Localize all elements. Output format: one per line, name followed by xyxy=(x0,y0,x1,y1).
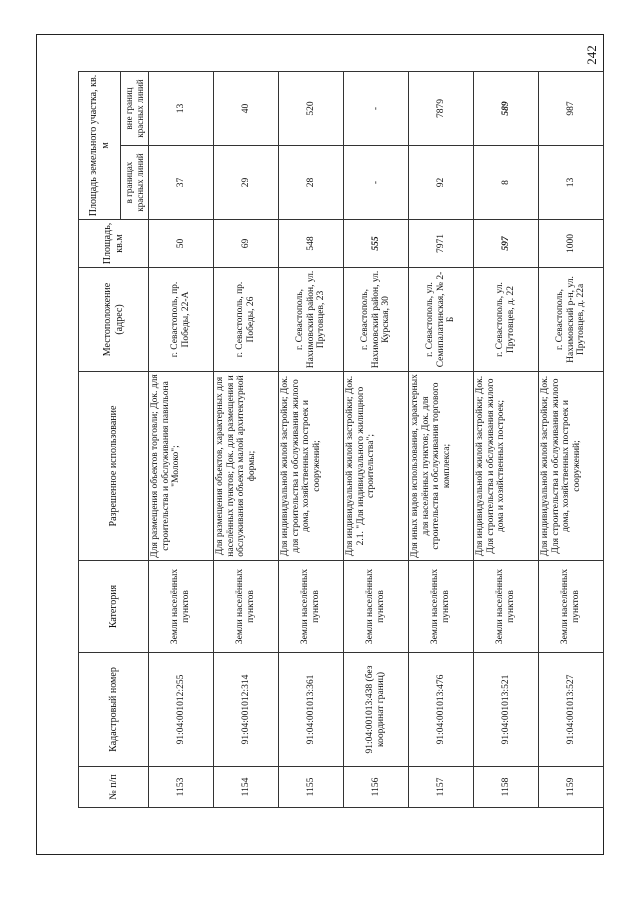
area-inside-red-lines: 8 xyxy=(474,146,539,220)
cadastral-number: 91:04:001013:361 xyxy=(279,653,344,767)
permitted-use: Для иных видов использования, характерных для населённых пунктов; Док. для строительства и обслуживания торгового комплекса; xyxy=(409,372,474,561)
cadastral-number: 91:04:001013:521 xyxy=(474,653,539,767)
header-cadastral: Кадастровый номер xyxy=(79,653,149,767)
header-usage: Разрешенное использование xyxy=(79,372,149,561)
area-outside-red-lines: 40 xyxy=(214,72,279,146)
header-inside-red-lines: в границах красных линий xyxy=(121,146,149,220)
cadastral-number: 91:04:001012:255 xyxy=(149,653,214,767)
permitted-use: Для размещения объектов, характерных для населённых пунктов; Док. для размещения и обслуживания объекта малой архитектурной формы; xyxy=(214,372,279,561)
header-outside-red-lines: вне границ красных линий xyxy=(121,72,149,146)
table-row xyxy=(539,72,604,808)
area-inside-red-lines: 92 xyxy=(409,146,474,220)
rotated-table-container xyxy=(78,72,604,808)
location-address: г. Севастополь, пр. Победы, 26 xyxy=(214,268,279,372)
header-category: Категория xyxy=(79,561,149,653)
category: Земли населённых пунктов xyxy=(539,561,604,653)
page-number: 242 xyxy=(584,45,599,65)
permitted-use: Для индивидуальной жилой застройки; Док. Для строительства и обслуживания жилого дома и хозяйственных построек; xyxy=(474,372,539,561)
cadastral-number: 91:04:001013:527 xyxy=(539,653,604,767)
area-outside-red-lines: - xyxy=(344,72,409,146)
permitted-use: Для индивидуальной жилой застройки; Док. 2.1. "Для индивидуального жилищного строительства"; xyxy=(344,372,409,561)
header-location: Местоположение (адрес) xyxy=(79,268,149,372)
area-inside-red-lines: 29 xyxy=(214,146,279,220)
row-num: 1154 xyxy=(214,767,279,808)
area: 7971 xyxy=(409,220,474,268)
table-row xyxy=(149,72,214,808)
area-outside-red-lines: 987 xyxy=(539,72,604,146)
row-num: 1157 xyxy=(409,767,474,808)
category: Земли населённых пунктов xyxy=(149,561,214,653)
category: Земли населённых пунктов xyxy=(279,561,344,653)
category: Земли населённых пунктов xyxy=(409,561,474,653)
location-address: г. Севастополь, Нахимовский район, ул. Курская, 30 xyxy=(344,268,409,372)
permitted-use: Для размещения объектов торговли; Док. для строительства и обслуживания павильона "Молоко"; xyxy=(149,372,214,561)
row-num: 1158 xyxy=(474,767,539,808)
row-num: 1159 xyxy=(539,767,604,808)
table-row xyxy=(409,72,474,808)
category: Земли населённых пунктов xyxy=(344,561,409,653)
permitted-use: Для индивидуальной жилой застройки; Док. Для строительства и обслуживания жилого дома, хозяйственных построек и сооружений; xyxy=(539,372,604,561)
table-row xyxy=(474,72,539,808)
category: Земли населённых пунктов xyxy=(214,561,279,653)
area-inside-red-lines: 28 xyxy=(279,146,344,220)
location-address: г. Севастополь, Нахимовский р-н, ул. Прутовцев, д. 22а xyxy=(539,268,604,372)
table-row xyxy=(344,72,409,808)
area-inside-red-lines: - xyxy=(344,146,409,220)
header-plot-area: Площадь земельного участка, кв. м xyxy=(79,72,121,220)
land-plots-table xyxy=(78,71,604,808)
area-outside-red-lines: 7879 xyxy=(409,72,474,146)
area: 50 xyxy=(149,220,214,268)
cadastral-number: 91:04:001012:314 xyxy=(214,653,279,767)
area: 555 xyxy=(344,220,409,268)
row-num: 1156 xyxy=(344,767,409,808)
category: Земли населённых пунктов xyxy=(474,561,539,653)
area: 69 xyxy=(214,220,279,268)
table-row xyxy=(214,72,279,808)
area: 597 xyxy=(474,220,539,268)
header-num: № п/п xyxy=(79,767,149,808)
permitted-use: Для индивидуальной жилой застройки; Док. для строительства и обслуживания жилого дома, хозяйственных построек и сооружений; xyxy=(279,372,344,561)
cadastral-number: 91:04:001013:438 (без координат границ) xyxy=(344,653,409,767)
location-address: г. Севастополь, Нахимовский район, ул. Прутовцев, 23 xyxy=(279,268,344,372)
row-num: 1153 xyxy=(149,767,214,808)
row-num: 1155 xyxy=(279,767,344,808)
header-area: Площадь, кв.м xyxy=(79,220,149,268)
location-address: г. Севастополь, ул. Семипалатинская, № 2-Б xyxy=(409,268,474,372)
location-address: г. Севастополь, пр. Победы, 22-А xyxy=(149,268,214,372)
area-outside-red-lines: 589 xyxy=(474,72,539,146)
area-outside-red-lines: 13 xyxy=(149,72,214,146)
table-row xyxy=(279,72,344,808)
area: 548 xyxy=(279,220,344,268)
cadastral-number: 91:04:001013:476 xyxy=(409,653,474,767)
area-inside-red-lines: 37 xyxy=(149,146,214,220)
area: 1000 xyxy=(539,220,604,268)
area-inside-red-lines: 13 xyxy=(539,146,604,220)
area-outside-red-lines: 520 xyxy=(279,72,344,146)
location-address: г. Севастополь, ул. Прутовцев, д. 22 xyxy=(474,268,539,372)
